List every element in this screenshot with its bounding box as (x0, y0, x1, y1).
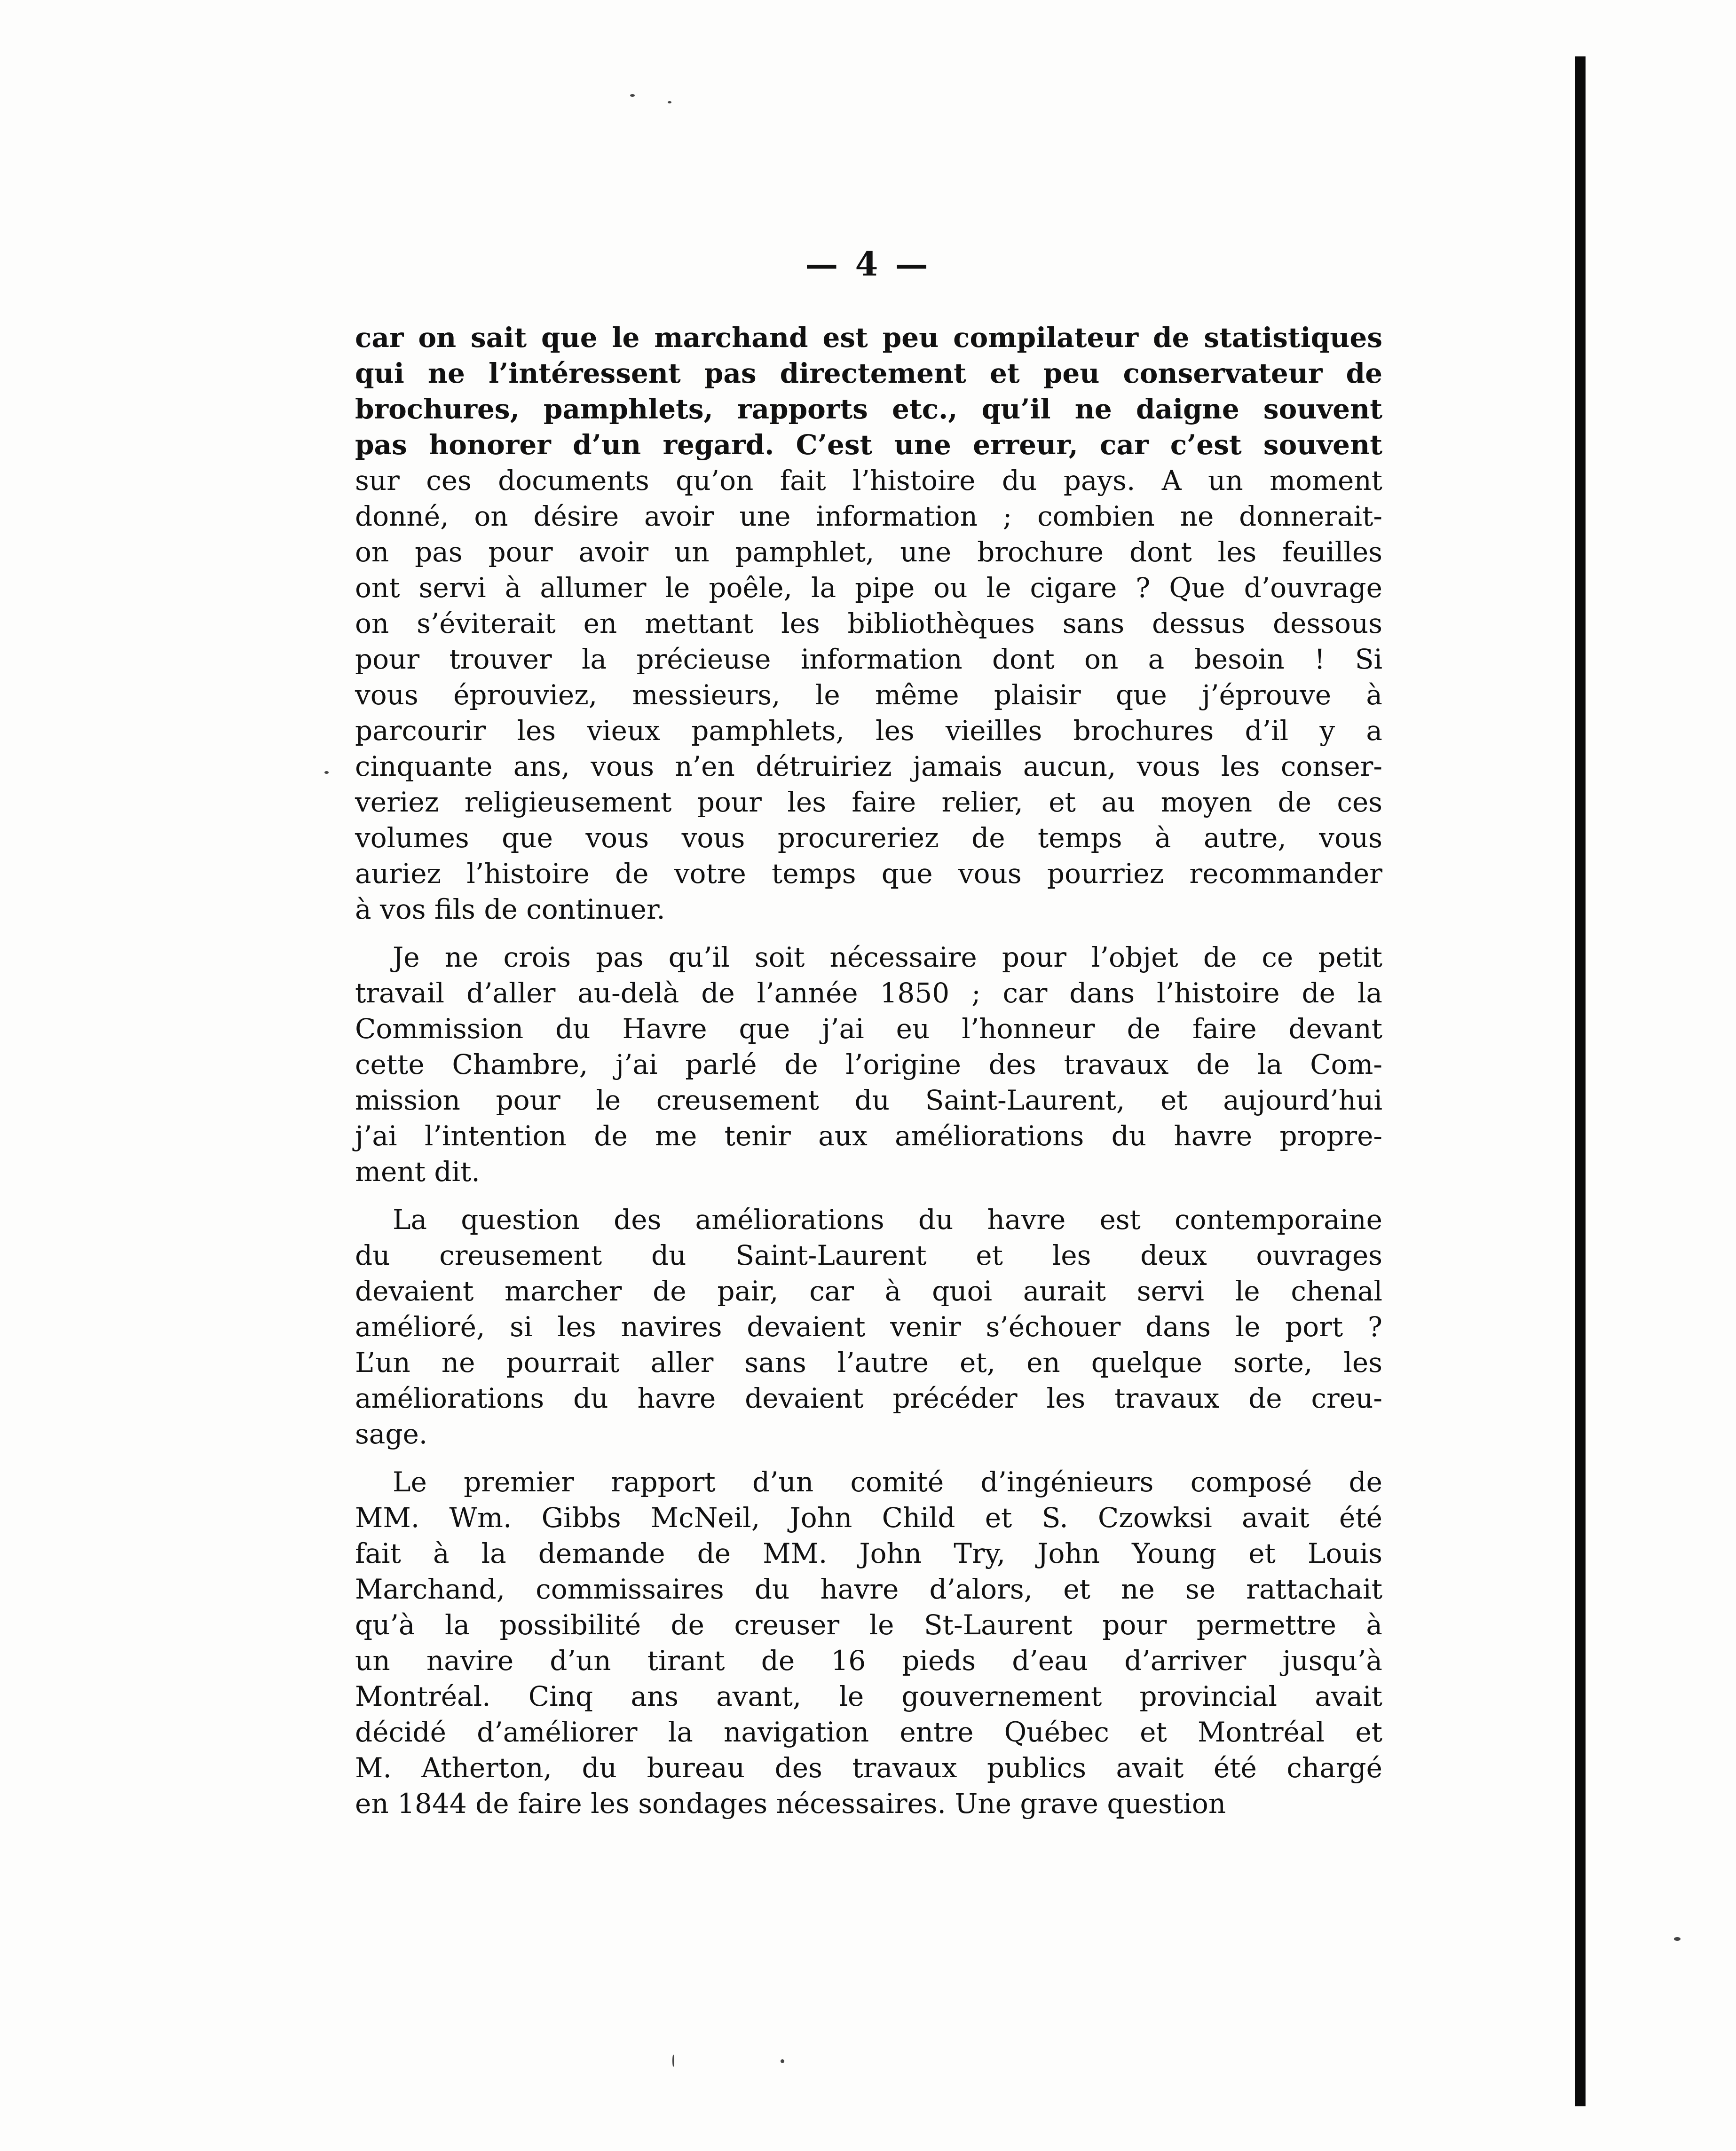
text-line: Je ne crois pas qu’il soit nécessaire pour l’objet de ce petit (393, 941, 1382, 973)
text-line: on pas pour avoir un pamphlet, une brochure dont les feuilles (355, 536, 1382, 568)
text-line: mission pour le creusement du Saint-Laurent, et aujourd’hui (355, 1084, 1382, 1116)
text-line: cette Chambre, j’ai parlé de l’origine des travaux de la Com- (355, 1048, 1382, 1080)
text-line: Commission du Havre que j’ai eu l’honneur de faire devant (355, 1013, 1382, 1045)
scan-speck (668, 101, 671, 103)
text-line: sage. (355, 1418, 428, 1450)
text-line: à vos fils de continuer. (355, 893, 665, 925)
text-line: décidé d’améliorer la navigation entre Québec et Montréal et (355, 1716, 1382, 1748)
paragraph (355, 1202, 1382, 1452)
text-line: en 1844 de faire les sondages nécessaires. Une grave question (355, 1788, 1226, 1820)
text-line: auriez l’histoire de votre temps que vous pourriez recommander (355, 858, 1382, 890)
paragraph (355, 320, 1382, 927)
text-line: La question des améliorations du havre est contemporaine (393, 1204, 1382, 1236)
text-line: fait à la demande de MM. John Try, John Young et Louis (355, 1537, 1382, 1569)
text-line: M. Atherton, du bureau des travaux publics avait été chargé (355, 1752, 1382, 1784)
text-line: devaient marcher de pair, car à quoi aurait servi le chenal (355, 1275, 1382, 1307)
text-line: parcourir les vieux pamphlets, les vieilles brochures d’il y a (355, 715, 1382, 747)
text-line: Montréal. Cinq ans avant, le gouvernement provincial avait (355, 1680, 1382, 1712)
text-line: améliorations du havre devaient précéder les travaux de creu- (355, 1382, 1382, 1414)
text-line: pas honorer d’un regard. C’est une erreur, car c’est souvent (355, 429, 1382, 461)
text-line: ment dit. (355, 1156, 480, 1188)
scan-speck (1674, 1937, 1681, 1941)
paragraph (355, 1464, 1382, 1821)
page-edge-rule (1575, 56, 1586, 2106)
scan-speck (630, 94, 635, 97)
text-line: MM. Wm. Gibbs McNeil, John Child et S. Czowksi avait été (355, 1502, 1382, 1534)
page-number: — 4 — (805, 244, 931, 284)
text-line: brochures, pamphlets, rapports etc., qu’il ne daigne souvent (355, 393, 1382, 425)
text-line: veriez religieusement pour les faire relier, et au moyen de ces (355, 786, 1382, 818)
scan-speck (324, 771, 329, 774)
text-line: sur ces documents qu’on fait l’histoire du pays. A un moment (355, 465, 1382, 496)
text-line: j’ai l’intention de me tenir aux améliorations du havre propre- (355, 1120, 1382, 1152)
paragraph (355, 939, 1382, 1190)
text-line: ont servi à allumer le poêle, la pipe ou le cigare ? Que d’ouvrage (355, 572, 1382, 604)
text-line: L’un ne pourrait aller sans l’autre et, en quelque sorte, les (355, 1347, 1382, 1379)
text-line: pour trouver la précieuse information dont on a besoin ! Si (355, 643, 1382, 675)
text-line: travail d’aller au-delà de l’année 1850 ; car dans l’histoire de la (355, 977, 1382, 1009)
text-line: on s’éviterait en mettant les bibliothèques sans dessus dessous (355, 607, 1382, 639)
body-text (355, 320, 1382, 1834)
text-line: du creusement du Saint-Laurent et les deux ouvrages (355, 1239, 1382, 1271)
text-line: volumes que vous vous procureriez de temps à autre, vous (355, 822, 1382, 854)
text-line: Le premier rapport d’un comité d’ingénieurs composé de (393, 1466, 1382, 1498)
text-line: qui ne l’intéressent pas directement et peu conservateur de (355, 357, 1382, 389)
text-line: cinquante ans, vous n’en détruiriez jamais aucun, vous les conser- (355, 750, 1382, 782)
text-line: vous éprouviez, messieurs, le même plaisir que j’éprouve à (355, 679, 1382, 711)
scan-speck (672, 2055, 674, 2067)
text-line: un navire d’un tirant de 16 pieds d’eau d’arriver jusqu’à (355, 1645, 1382, 1677)
text-line: Marchand, commissaires du havre d’alors, et ne se rattachait (355, 1573, 1382, 1605)
text-line: donné, on désire avoir une information ; combien ne donnerait- (355, 500, 1382, 532)
text-line: amélioré, si les navires devaient venir s’échouer dans le port ? (355, 1311, 1382, 1343)
text-line: qu’à la possibilité de creuser le St-Laurent pour permettre à (355, 1609, 1382, 1641)
scan-speck (781, 2059, 784, 2063)
text-line: car on sait que le marchand est peu compilateur de statistiques (355, 322, 1382, 354)
